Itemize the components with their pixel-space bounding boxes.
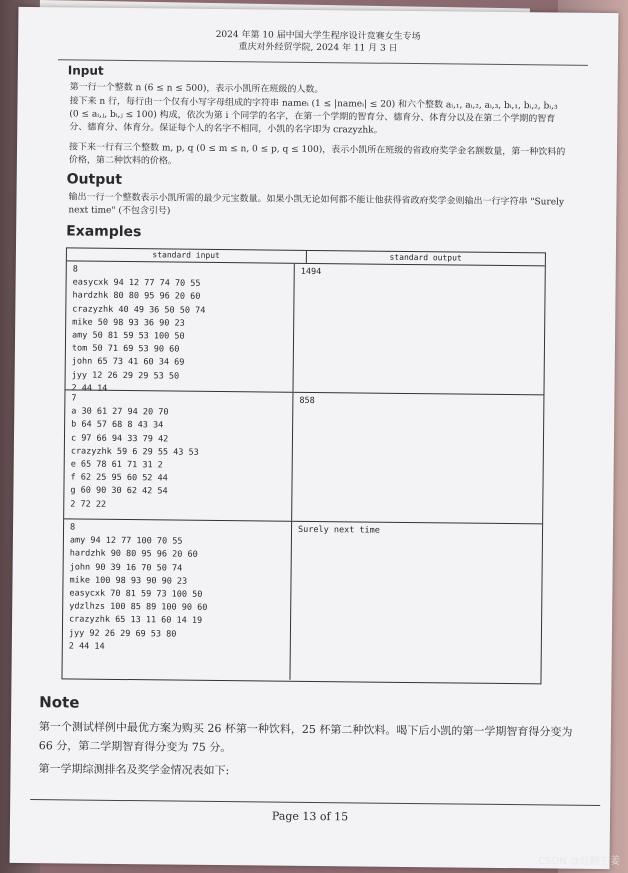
header-contest-title: 2024 年第 10 届中国大学生程序设计竞赛女生专场 bbox=[215, 29, 421, 43]
example-input: 7 a 30 61 27 94 20 70 b 64 57 68 8 43 34 c 97 66 94 33 79 42 crazyzhk 59 6 29 55 43 53 e 65 78 61 71 31 2 f 62 25 95 60 52 44 g 60 90 30 62 42 54 2 72 22 bbox=[64, 390, 293, 520]
note-heading: Note bbox=[39, 693, 80, 712]
example-output: Surely next time bbox=[297, 524, 380, 536]
footer-rule bbox=[30, 799, 600, 806]
output-heading: Output bbox=[66, 171, 123, 188]
example-row bbox=[62, 519, 542, 682]
output-paragraph: 输出一行一个整数表示小凯所需的最少元宝数量。如果小凯无论如何都不能让他获得省政府奖学金则输出一行字符串 "Surely next time" (不包含引号) bbox=[68, 192, 565, 217]
note-paragraph-2: 第一学期综测排名及奖学金情况表如下: bbox=[38, 762, 230, 778]
input-paragraph-1: 第一行一个整数 n (6 ≤ n ≤ 500)，表示小凯所在班级的人数。 bbox=[69, 82, 324, 96]
standard-output-header: standard output bbox=[389, 252, 462, 263]
header-rule bbox=[58, 59, 588, 66]
example-row bbox=[64, 390, 543, 524]
page-number: Page 13 of 15 bbox=[271, 809, 349, 824]
input-heading: Input bbox=[67, 63, 104, 78]
example-row bbox=[65, 261, 544, 395]
example-input: 8 easycxk 94 12 77 74 70 55 hardzhk 80 80 95 96 20 60 crazyzhk 40 49 36 50 50 74 mike 50 98 93 36 90 23 amy 50 81 59 53 100 50 tom 50 71 69 53 90 60 john 65 73 41 60 34 69 jyy 12 26 29 29 53 50 2 44 14 bbox=[65, 261, 294, 391]
example-input: 8 amy 94 12 77 100 70 55 hardzhk 90 80 95 96 20 60 john 90 39 16 70 50 74 mike 100 98 93 90 90 23 easycxk 70 81 59 73 100 50 ydzlhzs 100 85 89 100 90 60 crazyzhk 65 13 11 60 14 19 jyy 92 26 29 69 53 80 2 44 14 bbox=[62, 519, 292, 679]
example-output: 858 bbox=[299, 395, 315, 407]
example-output: 1494 bbox=[300, 266, 322, 278]
examples-table bbox=[61, 247, 545, 684]
watermark: CSDN @红糖生姜 bbox=[538, 856, 620, 867]
input-paragraph-3: 接下来一行有三个整数 m, p, q (0 ≤ m ≤ n, 0 ≤ p, q ≤ 100)，表示小凯所在班级的省政府奖学金名额数量，第一种饮料的价格，第二种饮料的价格。 bbox=[68, 142, 566, 167]
page-header bbox=[18, 27, 618, 57]
input-paragraph-2: 接下来 n 行，每行由一个仅有小写字母组成的字符串 nameᵢ (1 ≤ |nameᵢ| ≤ 20) 和六个整数 aᵢ,₁, aᵢ,₂, aᵢ,₃, bᵢ,₁, bᵢ,₂, bᵢ,₃ (0 ≤ aᵢ,ⱼ, bᵢ,ⱼ ≤ 100) 构成，依次为第 i 个同学的名字，在第一个学期的智育分、德育分、体育分以及在第二个学期的智育分、德育分、体育分。保证每个人的名字不相同，小凯的名字即为 crazyzhk。 bbox=[69, 96, 558, 136]
examples-heading: Examples bbox=[66, 223, 142, 241]
header-venue-date: 重庆对外经贸学院, 2024 年 11 月 3 日 bbox=[238, 42, 398, 54]
standard-input-header: standard input bbox=[67, 248, 307, 263]
note-paragraph-1: 第一个测试样例中最优方案为购买 26 杯第一种饮料，25 杯第二种饮料。喝下后小凯的第一学期智育得分变为 66 分，第二学期智育得分变为 75 分。 bbox=[38, 720, 573, 755]
printed-page bbox=[10, 7, 619, 869]
